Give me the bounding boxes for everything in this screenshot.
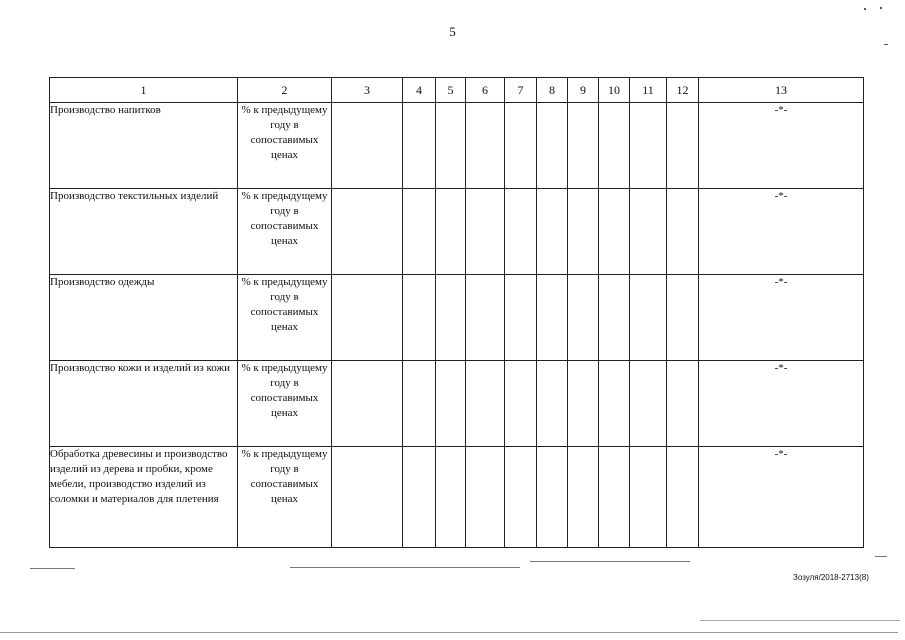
empty-cell	[403, 103, 436, 189]
column-header-6: 6	[466, 78, 505, 103]
table-row	[50, 275, 864, 361]
empty-cell	[332, 103, 403, 189]
empty-cell	[630, 447, 667, 548]
empty-cell	[466, 361, 505, 447]
empty-cell	[403, 189, 436, 275]
document-code: Зозуля/2018-2713(8)	[793, 573, 869, 582]
empty-cell	[537, 361, 568, 447]
empty-cell	[436, 361, 466, 447]
column-header-9: 9	[568, 78, 599, 103]
scan-artifact-line	[530, 561, 690, 562]
empty-cell	[568, 275, 599, 361]
empty-cell	[568, 189, 599, 275]
header-row	[50, 78, 864, 103]
column-header-10: 10	[599, 78, 630, 103]
empty-cell	[466, 189, 505, 275]
scan-artifact-line	[0, 632, 898, 633]
empty-cell	[537, 189, 568, 275]
data-table	[49, 77, 864, 548]
empty-cell	[599, 361, 630, 447]
empty-cell	[630, 275, 667, 361]
scan-artifact-dot	[884, 44, 888, 45]
empty-cell	[505, 275, 537, 361]
empty-cell	[599, 447, 630, 548]
empty-cell	[667, 447, 699, 548]
row-name: Производство одежды	[50, 275, 238, 361]
empty-cell	[667, 361, 699, 447]
empty-cell	[466, 103, 505, 189]
row-note: -*-	[699, 275, 864, 361]
empty-cell	[599, 103, 630, 189]
empty-cell	[332, 447, 403, 548]
row-unit: % к предыдущему году в сопоставимых ценах	[238, 189, 332, 275]
column-header-1: 1	[50, 78, 238, 103]
table-row	[50, 103, 864, 189]
empty-cell	[630, 103, 667, 189]
column-header-2: 2	[238, 78, 332, 103]
empty-cell	[332, 275, 403, 361]
column-header-12: 12	[667, 78, 699, 103]
empty-cell	[505, 189, 537, 275]
column-header-3: 3	[332, 78, 403, 103]
empty-cell	[667, 189, 699, 275]
scan-artifact-line	[875, 556, 887, 557]
scan-artifact-dot	[864, 8, 866, 10]
empty-cell	[436, 189, 466, 275]
column-header-7: 7	[505, 78, 537, 103]
scan-artifact-line	[30, 568, 75, 569]
column-header-8: 8	[537, 78, 568, 103]
empty-cell	[537, 275, 568, 361]
scan-artifact-line	[700, 620, 900, 621]
empty-cell	[403, 361, 436, 447]
empty-cell	[568, 361, 599, 447]
empty-cell	[505, 447, 537, 548]
row-unit: % к предыдущему году в сопоставимых ценах	[238, 447, 332, 548]
row-name: Обработка древесины и производство изделий из дерева и пробки, кроме мебели, производство изделий из соломки и материалов для плетения	[50, 447, 238, 548]
row-unit: % к предыдущему году в сопоставимых ценах	[238, 103, 332, 189]
row-note: -*-	[699, 103, 864, 189]
empty-cell	[466, 447, 505, 548]
empty-cell	[568, 447, 599, 548]
empty-cell	[466, 275, 505, 361]
row-note: -*-	[699, 447, 864, 548]
row-name: Производство кожи и изделий из кожи	[50, 361, 238, 447]
column-header-5: 5	[436, 78, 466, 103]
table-row	[50, 361, 864, 447]
empty-cell	[537, 103, 568, 189]
empty-cell	[403, 275, 436, 361]
empty-cell	[667, 275, 699, 361]
table-row	[50, 189, 864, 275]
empty-cell	[332, 361, 403, 447]
row-name: Производство напитков	[50, 103, 238, 189]
column-header-13: 13	[699, 78, 864, 103]
empty-cell	[667, 103, 699, 189]
row-unit: % к предыдущему году в сопоставимых ценах	[238, 275, 332, 361]
empty-cell	[568, 103, 599, 189]
row-note: -*-	[699, 361, 864, 447]
empty-cell	[436, 103, 466, 189]
row-note: -*-	[699, 189, 864, 275]
empty-cell	[403, 447, 436, 548]
column-header-4: 4	[403, 78, 436, 103]
empty-cell	[332, 189, 403, 275]
empty-cell	[630, 361, 667, 447]
scan-artifact-line	[290, 567, 520, 568]
scan-artifact-dot	[880, 7, 882, 9]
empty-cell	[537, 447, 568, 548]
empty-cell	[505, 361, 537, 447]
table-row	[50, 447, 864, 548]
row-unit: % к предыдущему году в сопоставимых ценах	[238, 361, 332, 447]
empty-cell	[436, 447, 466, 548]
empty-cell	[630, 189, 667, 275]
empty-cell	[505, 103, 537, 189]
empty-cell	[436, 275, 466, 361]
page-number: 5	[449, 24, 456, 39]
column-header-11: 11	[630, 78, 667, 103]
empty-cell	[599, 189, 630, 275]
row-name: Производство текстильных изделий	[50, 189, 238, 275]
empty-cell	[599, 275, 630, 361]
